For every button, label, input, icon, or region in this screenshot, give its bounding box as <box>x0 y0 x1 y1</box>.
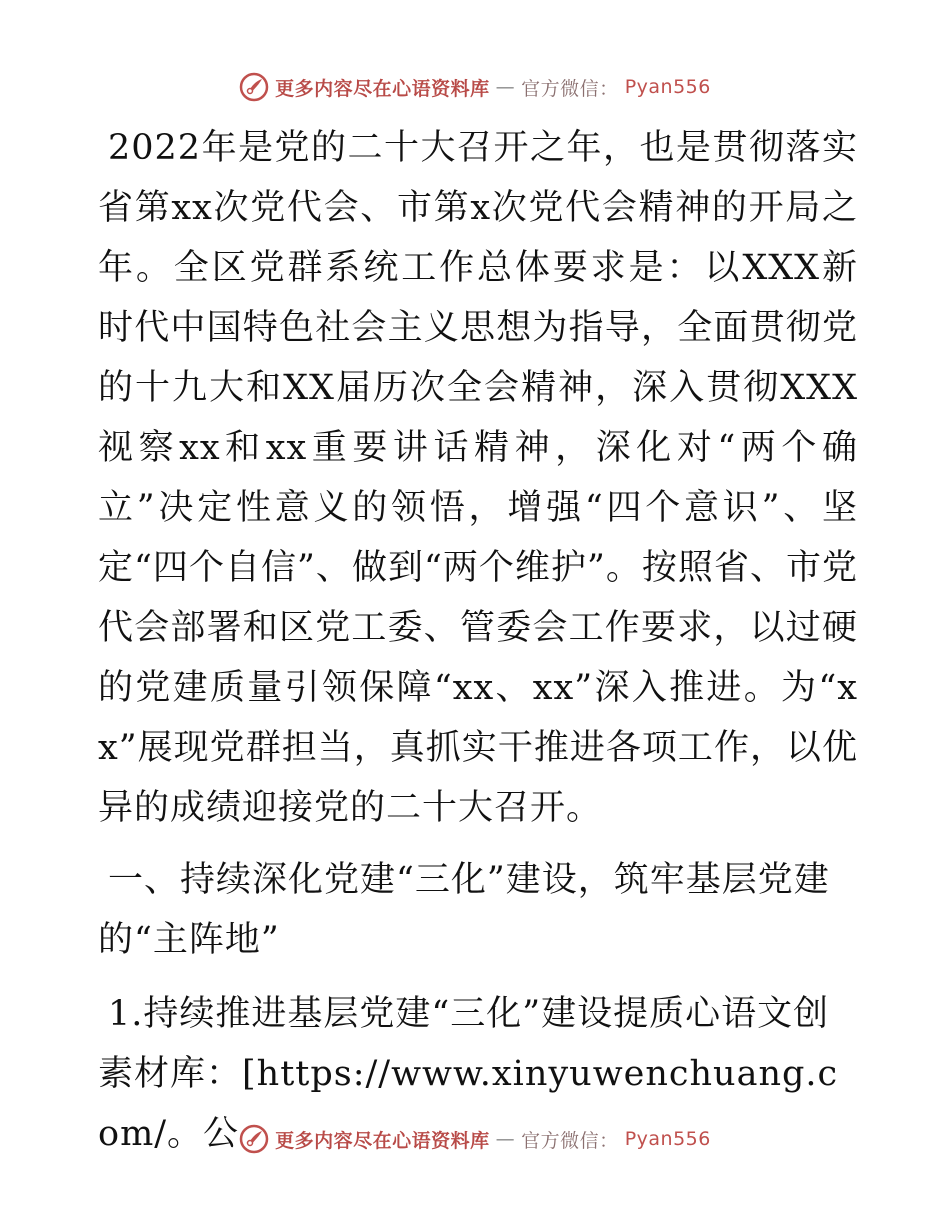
watermark-separator: — <box>495 76 516 98</box>
watermark-wechat-id: Pyan556 <box>624 76 711 98</box>
quill-logo-icon <box>239 1124 269 1154</box>
watermark-main-text: 更多内容尽在心语资料库 <box>275 1129 490 1152</box>
intro-paragraph: 2022年是党的二十大召开之年，也是贯彻落实省第xx次党代会、市第x次党代会精神的开局之年。全区党群系统工作总体要求是：以XXX新时代中国特色社会主义思想为指导，全面贯彻党的十九大和XX届历次全会精神，深入贯彻XXX视察xx和xx重要讲话精神，深化对“两个确立”决定性意义的领悟，增强“四个意识”、坚定“四个自信”、做到“两个维护”。按照省、市党代会部署和区党工委、管委会工作要求，以过硬的党建质量引领保障“xx、xx”深入推进。为“xx”展现党群担当，真抓实干推进各项工作，以优异的成绩迎接党的二十大召开。 <box>98 128 858 828</box>
footer-watermark <box>0 1124 950 1154</box>
watermark-sub-text: 官方微信： <box>521 1129 619 1152</box>
watermark-sub-text: 官方微信： <box>521 77 619 100</box>
document-body <box>98 118 858 1164</box>
watermark-separator: — <box>495 1128 516 1150</box>
quill-logo-icon <box>239 72 269 102</box>
watermark-main-text: 更多内容尽在心语资料库 <box>275 77 490 100</box>
section-heading: 一、持续深化党建“三化”建设，筑牢基层党建的“主阵地” <box>98 860 830 960</box>
section-item: 1.持续推进基层党建“三化”建设提质心语文创素材库：[https://www.xinyuwenchuang.com/。公 <box>98 994 839 1154</box>
header-watermark <box>0 72 950 102</box>
watermark-wechat-id: Pyan556 <box>624 1128 711 1150</box>
